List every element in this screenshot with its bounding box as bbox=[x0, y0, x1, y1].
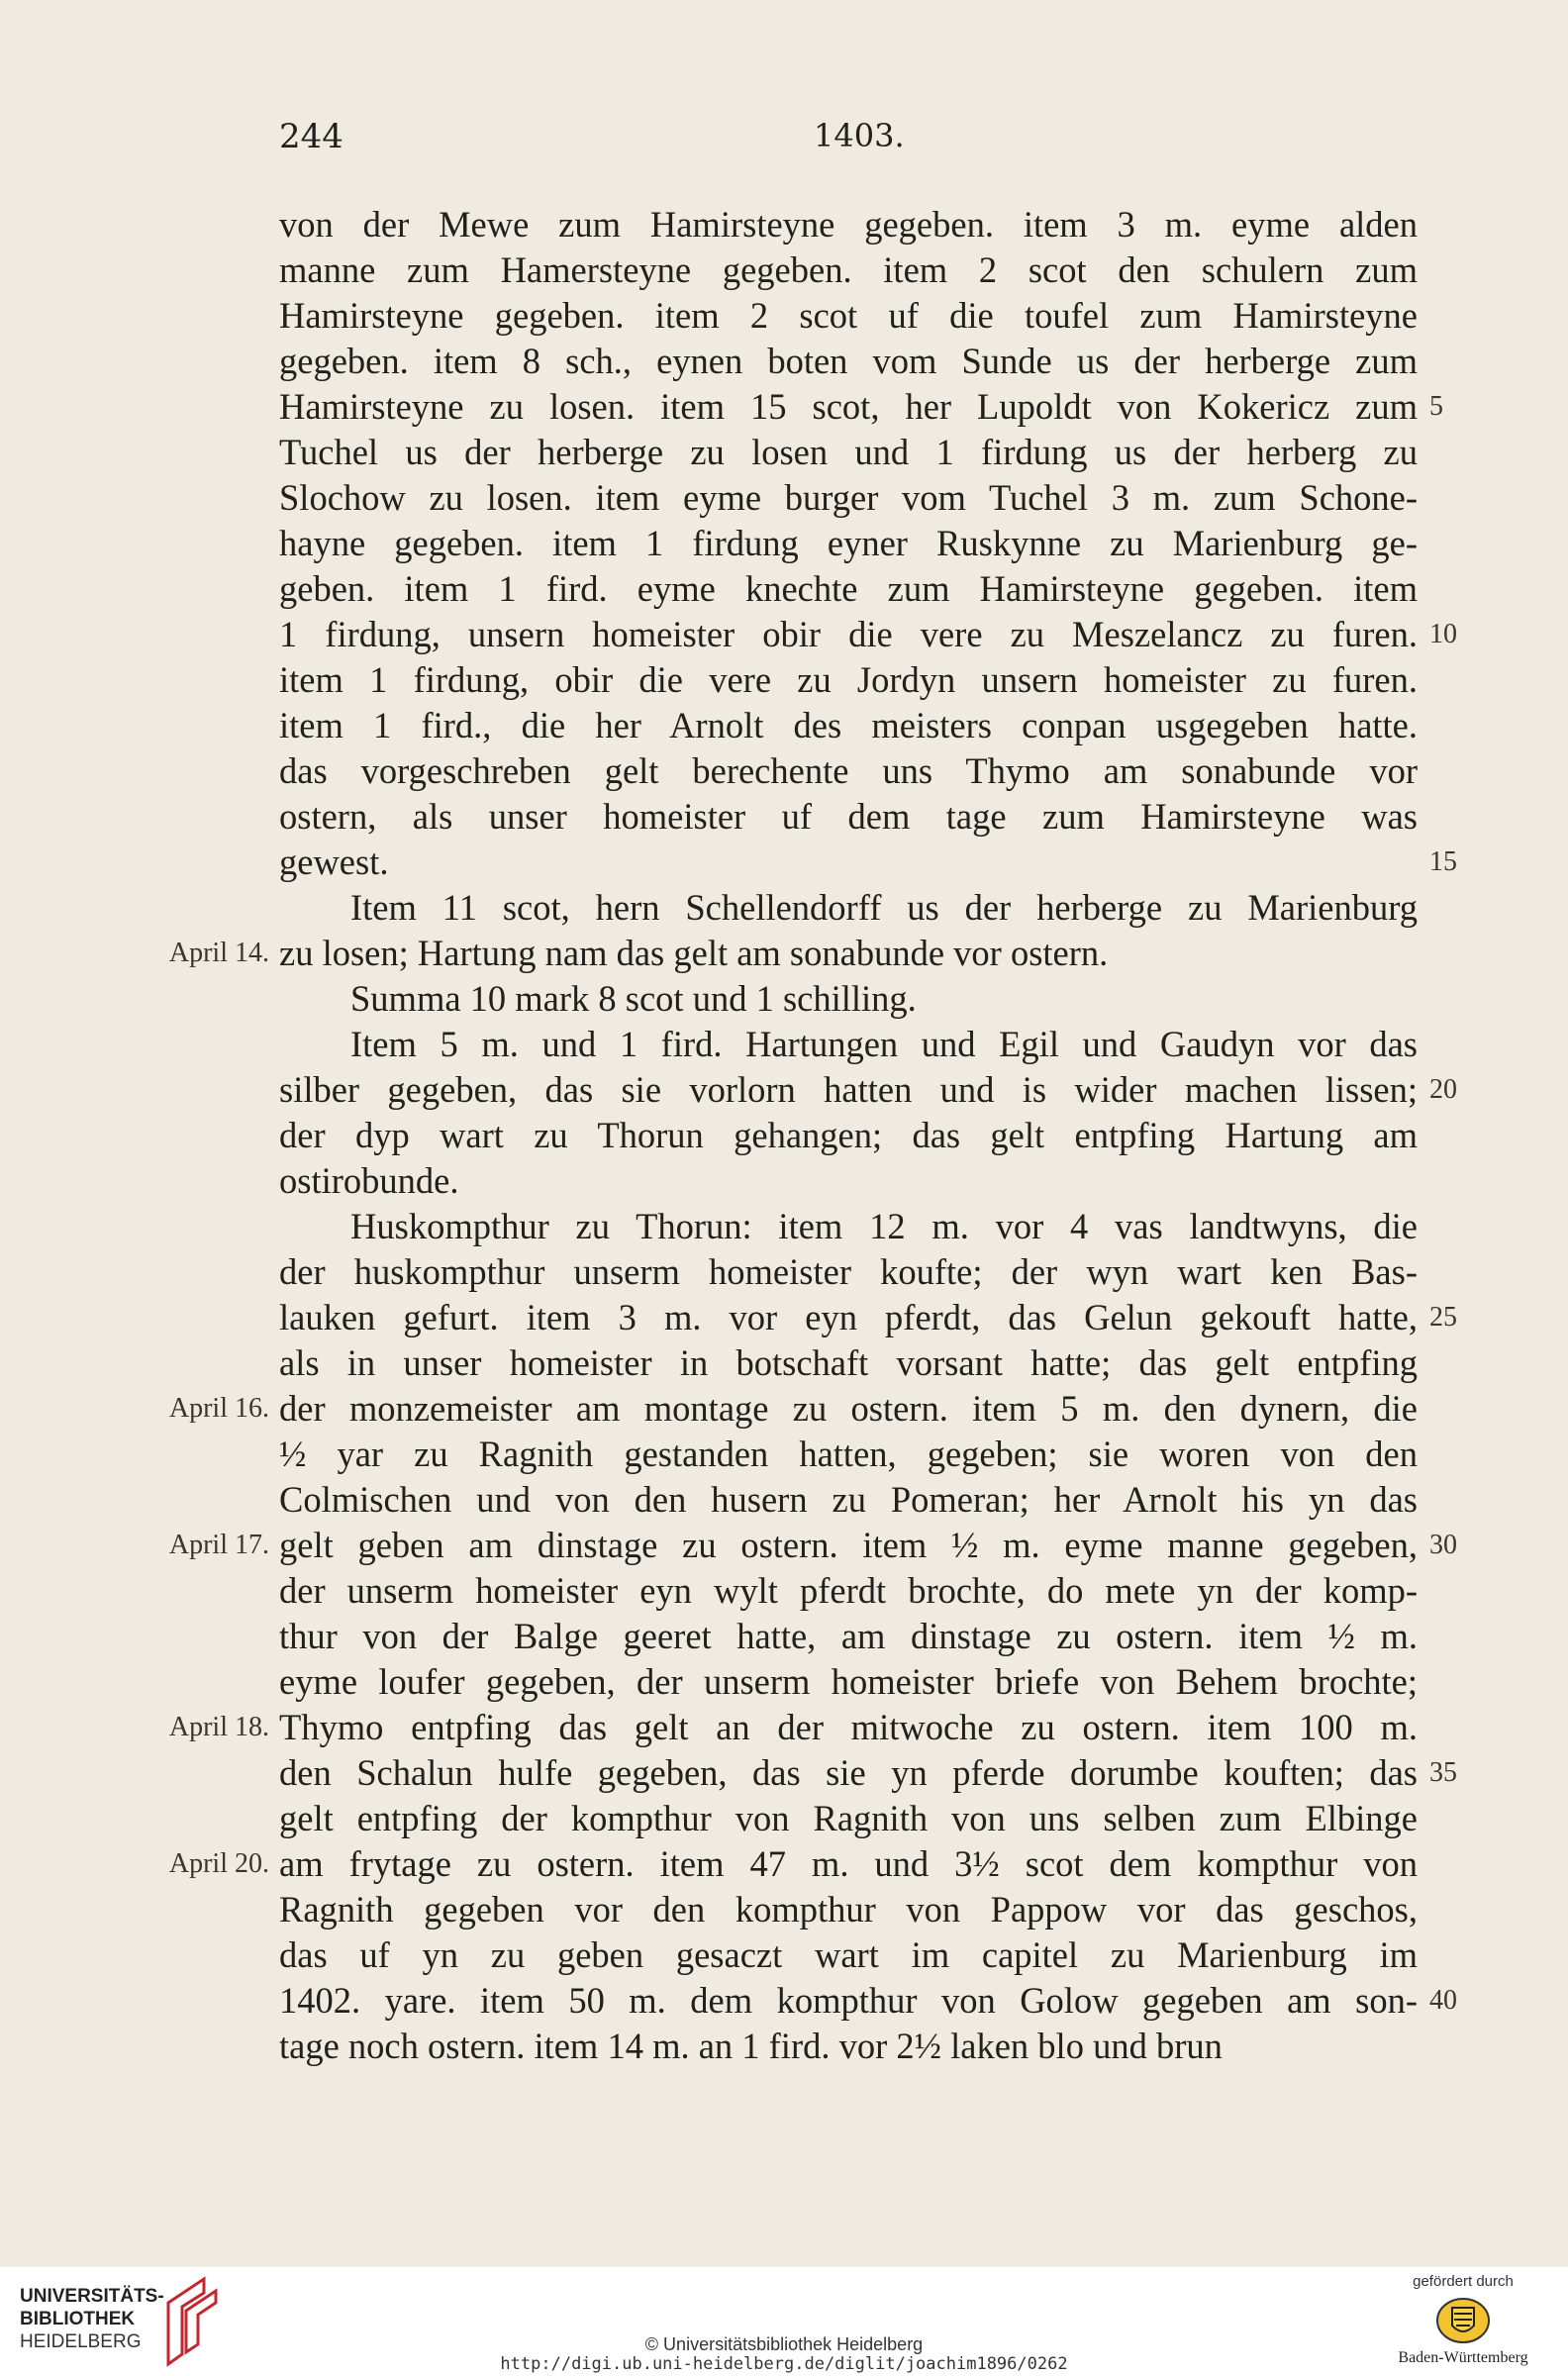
text-line bbox=[279, 1932, 1418, 1978]
text-line-content: gegeben. item 8 sch., eynen boten vom Sunde us der herberge zum bbox=[279, 341, 1418, 381]
text-line bbox=[279, 1249, 1418, 1295]
line-number: 20 bbox=[1429, 1074, 1457, 1105]
text-line-content: hayne gegeben. item 1 firdung eyner Ruskynne zu Marienburg ge- bbox=[279, 523, 1418, 563]
page-number: 244 bbox=[279, 117, 343, 156]
text-line-content: gewest. bbox=[279, 842, 389, 882]
text-line-content: lauken gefurt. item 3 m. vor eyn pferdt, das Gelun gekouft hatte, bbox=[279, 1297, 1418, 1337]
margin-date: April 17. bbox=[168, 1530, 269, 1560]
line-number: 30 bbox=[1429, 1530, 1457, 1560]
text-line-content: Colmischen und von den husern zu Pomeran; her Arnolt his yn das bbox=[279, 1479, 1418, 1520]
text-line-content: der unserm homeister eyn wylt pferdt brochte, do mete yn der komp- bbox=[279, 1570, 1418, 1611]
funded-by-label: gefördert durch bbox=[1413, 2273, 1514, 2290]
text-line bbox=[279, 293, 1418, 339]
text-line bbox=[279, 384, 1443, 430]
text-line-content: zu losen; Hartung nam das gelt am sonabunde vor ostern. bbox=[279, 933, 1109, 973]
text-line bbox=[168, 1705, 1418, 1750]
text-line bbox=[279, 1750, 1457, 1796]
text-line bbox=[168, 1386, 1418, 1432]
text-line-content: das vorgeschreben gelt berechente uns Thymo am sonabunde vor bbox=[279, 750, 1418, 791]
text-line-content: ostern, als unser homeister uf dem tage zum Hamirsteyne was bbox=[279, 796, 1418, 837]
text-line bbox=[279, 657, 1418, 703]
text-line-content: gelt entpfing der kompthur von Ragnith von uns selben zum Elbinge bbox=[279, 1798, 1418, 1838]
text-line-content: gelt geben am dinstage zu ostern. item ½ m. eyme manne gegeben, bbox=[279, 1525, 1418, 1565]
text-line-content: silber gegeben, das sie vorlorn hatten und is wider machen lissen; bbox=[279, 1069, 1418, 1110]
text-line-content: ½ yar zu Ragnith gestanden hatten, gegeben; sie woren von den bbox=[279, 1434, 1418, 1474]
text-line-content: als in unser homeister in botschaft vorsant hatte; das gelt entpfing bbox=[279, 1342, 1418, 1383]
text-line bbox=[279, 1340, 1418, 1386]
text-line bbox=[168, 1523, 1457, 1568]
text-line bbox=[279, 1887, 1418, 1932]
text-line bbox=[279, 521, 1418, 566]
text-line bbox=[279, 1477, 1418, 1523]
text-line-content: Slochow zu losen. item eyme burger vom Tuchel 3 m. zum Schone- bbox=[279, 477, 1418, 518]
text-line-content: Thymo entpfing das gelt an der mitwoche zu ostern. item 100 m. bbox=[279, 1707, 1418, 1747]
funder-block bbox=[1384, 2273, 1542, 2367]
text-line bbox=[279, 1614, 1418, 1659]
text-line bbox=[279, 475, 1418, 521]
text-line-content: der dyp wart zu Thorun gehangen; das gelt entpfing Hartung am bbox=[279, 1115, 1418, 1155]
copyright-notice: © Universitätsbibliothek Heidelberg bbox=[644, 2334, 924, 2354]
text-line bbox=[279, 2024, 1418, 2069]
text-line-content: Hamirsteyne zu losen. item 15 scot, her Lupoldt von Kokericz zum bbox=[279, 386, 1418, 427]
text-line bbox=[279, 840, 1457, 885]
text-line-content: von der Mewe zum Hamirsteyne gegeben. item 3 m. eyme alden bbox=[279, 204, 1418, 245]
permalink-url[interactable]: http://digi.ub.uni-heidelberg.de/diglit/joachim1896/0262 bbox=[500, 2354, 1068, 2374]
text-line bbox=[279, 1022, 1418, 1067]
text-line-content: Item 11 scot, hern Schellendorff us der herberge zu Marienburg bbox=[350, 887, 1418, 928]
body-text bbox=[168, 202, 1457, 2069]
line-number: 5 bbox=[1429, 391, 1443, 422]
text-line bbox=[279, 612, 1457, 657]
line-number: 35 bbox=[1429, 1757, 1457, 1788]
text-line-content: der huskompthur unserm homeister koufte; der wyn wart ken Bas- bbox=[279, 1251, 1418, 1292]
library-name-line2: BIBLIOTHEK bbox=[20, 2309, 136, 2329]
text-line bbox=[279, 1659, 1418, 1705]
margin-date: April 14. bbox=[168, 938, 269, 968]
text-line bbox=[279, 339, 1418, 384]
text-line bbox=[279, 976, 1418, 1022]
margin-date: April 18. bbox=[168, 1712, 269, 1742]
library-name-line1: UNIVERSITÄTS- bbox=[20, 2286, 164, 2307]
text-line bbox=[168, 1841, 1418, 1887]
text-line-content: 1402. yare. item 50 m. dem kompthur von Golow gegeben am son- bbox=[279, 1980, 1418, 2021]
text-line-content: ostirobunde. bbox=[279, 1160, 459, 1201]
text-line bbox=[279, 202, 1418, 248]
library-name-line3: HEIDELBERG bbox=[20, 2331, 142, 2352]
text-line bbox=[279, 1796, 1418, 1841]
text-line-content: thur von der Balge geeret hatte, am dinstage zu ostern. item ½ m. bbox=[279, 1616, 1418, 1656]
coat-of-arms-icon bbox=[1434, 2296, 1492, 2345]
text-line-content: item 1 fird., die her Arnolt des meisters conpan usgegeben hatte. bbox=[279, 705, 1418, 745]
text-line-content: Ragnith gegeben vor den kompthur von Pappow vor das geschos, bbox=[279, 1889, 1418, 1930]
text-line bbox=[279, 1295, 1457, 1340]
text-line bbox=[279, 748, 1418, 794]
text-line bbox=[279, 430, 1418, 475]
text-line bbox=[279, 1204, 1418, 1249]
text-line-content: der monzemeister am montage zu ostern. item 5 m. den dynern, die bbox=[279, 1388, 1418, 1429]
text-line bbox=[279, 1158, 1418, 1204]
text-line bbox=[279, 885, 1418, 931]
text-line bbox=[279, 1978, 1457, 2024]
text-line bbox=[279, 1067, 1457, 1113]
text-line-content: 1 firdung, unsern homeister obir die vere zu Meszelancz zu furen. bbox=[279, 614, 1418, 654]
line-number: 25 bbox=[1429, 1302, 1457, 1333]
text-line-content: Huskompthur zu Thorun: item 12 m. vor 4 vas landtwyns, die bbox=[350, 1206, 1418, 1246]
funder-name: Baden-Württemberg bbox=[1398, 2349, 1528, 2366]
text-line bbox=[279, 566, 1418, 612]
text-line bbox=[279, 703, 1418, 748]
text-line bbox=[279, 1113, 1418, 1158]
margin-date: April 20. bbox=[168, 1848, 269, 1879]
text-line-content: Summa 10 mark 8 scot und 1 schilling. bbox=[350, 978, 917, 1019]
document-number: 1403. bbox=[814, 117, 905, 154]
text-line-content: item 1 firdung, obir die vere zu Jordyn unsern homeister zu furen. bbox=[279, 659, 1418, 700]
text-line-content: das uf yn zu geben gesaczt wart im capitel zu Marienburg im bbox=[279, 1934, 1418, 1975]
text-line-content: Item 5 m. und 1 fird. Hartungen und Egil und Gaudyn vor das bbox=[350, 1024, 1418, 1064]
text-line bbox=[279, 1432, 1418, 1477]
text-line-content: eyme loufer gegeben, der unserm homeister briefe von Behem brochte; bbox=[279, 1661, 1418, 1702]
text-line-content: manne zum Hamersteyne gegeben. item 2 scot den schulern zum bbox=[279, 249, 1418, 290]
text-line-content: Hamirsteyne gegeben. item 2 scot uf die toufel zum Hamirsteyne bbox=[279, 295, 1418, 336]
line-number: 10 bbox=[1429, 619, 1457, 649]
text-line bbox=[279, 248, 1418, 293]
page-header bbox=[279, 117, 1418, 156]
text-line bbox=[279, 1568, 1418, 1614]
line-number: 40 bbox=[1429, 1985, 1457, 2016]
text-line bbox=[279, 794, 1418, 840]
text-line bbox=[168, 931, 1418, 976]
text-line-content: den Schalun hulfe gegeben, das sie yn pferde dorumbe kouften; das bbox=[279, 1752, 1418, 1793]
line-number: 15 bbox=[1429, 846, 1457, 877]
text-line-content: tage noch ostern. item 14 m. an 1 fird. vor 2½ laken blo und brun bbox=[279, 2026, 1223, 2066]
text-line-content: am frytage zu ostern. item 47 m. und 3½ scot dem kompthur von bbox=[279, 1843, 1418, 1884]
margin-date: April 16. bbox=[168, 1393, 269, 1424]
footer-bar bbox=[0, 2267, 1568, 2376]
text-line-content: Tuchel us der herberge zu losen und 1 firdung us der herberg zu bbox=[279, 432, 1418, 472]
text-line-content: geben. item 1 fird. eyme knechte zum Hamirsteyne gegeben. item bbox=[279, 568, 1418, 609]
